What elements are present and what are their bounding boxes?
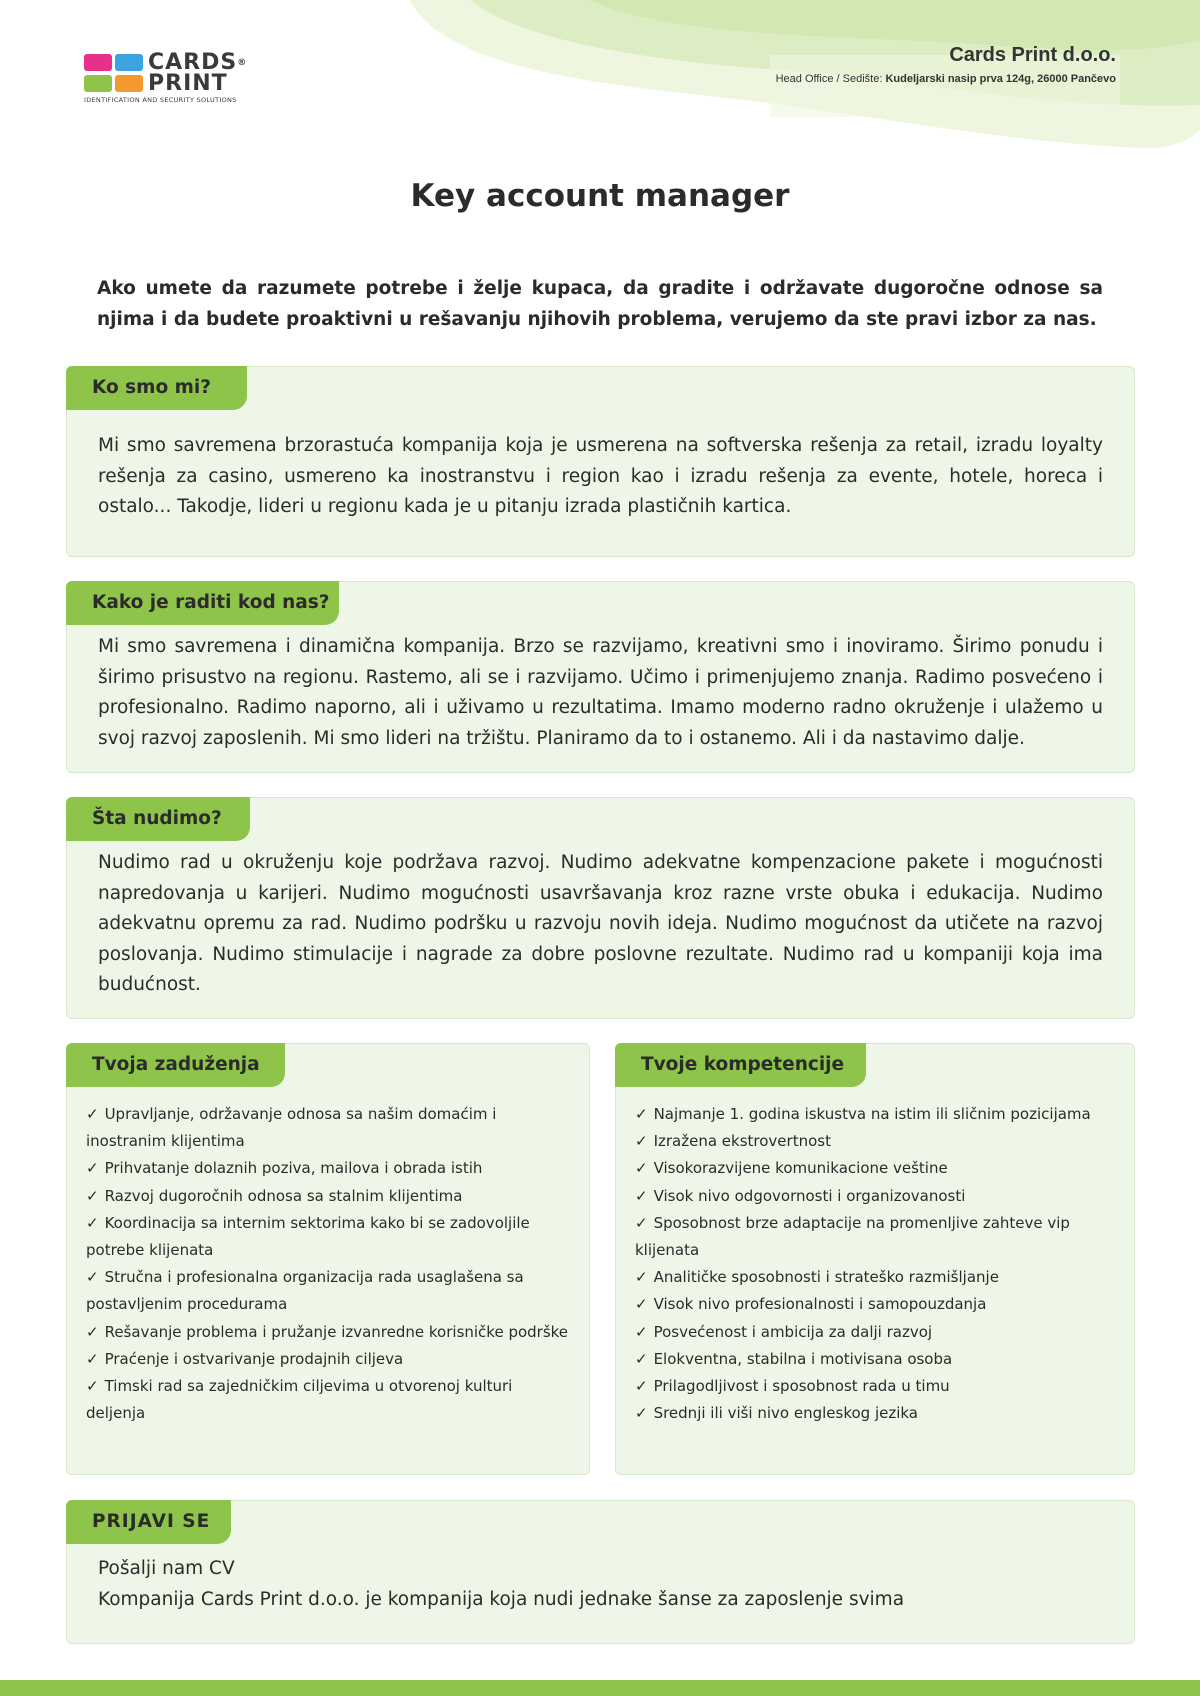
section-competencies (615, 1043, 1135, 1475)
logo-square-blue (115, 54, 143, 71)
check-icon: ✓ (635, 1132, 648, 1151)
competencies-list (635, 1101, 1120, 1427)
list-item (86, 1264, 575, 1318)
check-icon: ✓ (635, 1186, 648, 1205)
section-heading: PRIJAVI SE (66, 1500, 231, 1544)
list-item-text: Analitičke sposobnosti i strateško razmišljanje (653, 1268, 999, 1287)
check-icon: ✓ (635, 1404, 648, 1423)
check-icon: ✓ (86, 1322, 99, 1341)
address-label: Head Office / Sedište: (775, 73, 883, 85)
check-icon: ✓ (635, 1322, 648, 1341)
check-icon: ✓ (635, 1295, 648, 1314)
job-title: Key account manager (410, 178, 790, 214)
company-address (776, 73, 1116, 85)
company-info (776, 44, 1116, 85)
list-item-text: Timski rad sa zajedničkim ciljevima u otvorenoj kulturi deljenja (86, 1377, 513, 1423)
logo-square-orange (115, 75, 143, 92)
logo-tagline: IDENTIFICATION AND SECURITY SOLUTIONS (84, 96, 237, 104)
check-icon: ✓ (86, 1186, 99, 1205)
apply-cv-line: Pošalji nam CV (98, 1558, 235, 1579)
list-item-text: Visok nivo odgovornosti i organizovanosti (653, 1186, 966, 1205)
section-text: Mi smo savremena i dinamična kompanija. Brzo se razvijamo, kreativni smo i inoviramo. Širimo ponudu i širimo prisustvo na regionu. Rastemo, ali se i razvijamo. Učimo i primenjujemo znanja. Radimo posvećeno i profesionalno. Radimo naporno, ali i uživamo u rezultatima. Imamo moderno radno okruženje i ulažemo u svoj razvoj zaposlenih. Mi smo lideri na tržištu. Planiramo da to i ostanemo. Ali i da nastavimo dalje. (98, 636, 1103, 749)
check-icon: ✓ (635, 1268, 648, 1287)
list-item-text: Visokorazvijene komunikacione veštine (653, 1159, 948, 1178)
list-item (86, 1210, 575, 1264)
list-item-text: Elokventna, stabilna i motivisana osoba (653, 1349, 953, 1368)
list-item-text: Prihvatanje dolaznih poziva, mailova i obrada istih (104, 1159, 483, 1178)
address-value: Kudeljarski nasip prva 124g, 26000 Pančevo (885, 73, 1116, 85)
footer-bar (0, 1680, 1200, 1696)
duties-list (86, 1101, 575, 1427)
list-item (86, 1101, 575, 1155)
section-heading: Ko smo mi? (66, 366, 247, 410)
section-what-we-offer (66, 797, 1135, 1019)
list-item-text: Srednji ili viši nivo engleskog jezika (653, 1404, 918, 1423)
check-icon: ✓ (635, 1377, 648, 1396)
section-apply (66, 1500, 1135, 1644)
check-icon: ✓ (86, 1349, 99, 1368)
list-item (86, 1183, 575, 1210)
section-who-we-are (66, 366, 1135, 557)
company-logo (84, 52, 284, 106)
list-item-text: Najmanje 1. godina iskustva na istim ili sličnim pozicijama (653, 1105, 1091, 1123)
section-working-with-us (66, 581, 1135, 773)
check-icon: ✓ (635, 1349, 648, 1368)
list-item (635, 1210, 1120, 1264)
list-item-text: Posvećenost i ambicija za dalji razvoj (653, 1322, 933, 1341)
logo-word-print: PRINT (148, 71, 228, 96)
section-text: Nudimo rad u okruženju koje podržava razvoj. Nudimo adekvatne kompenzacione pakete i mogućnosti napredovanja u karijeri. Nudimo mogućnosti usavršavanja kroz razne vrste obuka i edukacija. Nudimo adekvatnu opremu za rad. Nudimo podršku u razvoju novih ideja. Nudimo mogućnost da utičete na razvoj poslovanja. Nudimo stimulacije i nagrade za dobre poslovne rezultate. Nudimo rad u kompaniji koja ima budućnost. (98, 852, 1103, 995)
list-item (635, 1291, 1120, 1318)
list-item (635, 1101, 1120, 1128)
list-item-text: Prilagodljivost i sposobnost rada u timu (653, 1377, 950, 1396)
check-icon: ✓ (86, 1159, 99, 1178)
list-item (635, 1346, 1120, 1373)
check-icon: ✓ (635, 1105, 648, 1123)
section-heading: Tvoja zaduženja (66, 1043, 285, 1087)
apply-text (98, 1554, 1103, 1615)
section-heading: Šta nudimo? (66, 797, 250, 841)
list-item-text: Visok nivo profesionalnosti i samopouzdanja (653, 1295, 987, 1314)
list-item-text: Koordinacija sa internim sektorima kako bi se zadovoljile potrebe klijenata (86, 1213, 530, 1260)
list-item (635, 1183, 1120, 1210)
list-item-text: Izražena ekstrovertnost (653, 1132, 831, 1151)
section-text: Mi smo savremena brzorastuća kompanija koja je usmerena na softverska rešenja za retail, izradu loyalty rešenja za casino, usmereno ka inostranstvu i region kao i izradu rešenja za evente, hotele, horeca i ostalo... Takodje, lideri u regionu kada je u pitanju izrada plastičnih kartica. (98, 435, 1103, 517)
logo-word-cards: CARDS® (148, 50, 248, 75)
list-item (86, 1346, 575, 1373)
list-item (635, 1264, 1120, 1291)
list-item (86, 1373, 575, 1427)
intro-paragraph: Ako umete da razumete potrebe i želje kupaca, da gradite i održavate dugoročne odnose sa njima i da budete proaktivni u rešavanju njihovih problema, verujemo da ste pravi izbor za nas. (97, 278, 1103, 330)
logo-square-green (84, 75, 112, 92)
check-icon: ✓ (86, 1377, 99, 1396)
check-icon: ✓ (86, 1105, 99, 1123)
check-icon: ✓ (635, 1159, 648, 1178)
list-item-text: Razvoj dugoročnih odnosa sa stalnim klijentima (104, 1186, 463, 1205)
apply-equal-opportunity-line: Kompanija Cards Print d.o.o. je kompanija koja nudi jednake šanse za zaposlenje svima (98, 1588, 905, 1610)
section-heading: Tvoje kompetencije (615, 1043, 866, 1087)
list-item (86, 1155, 575, 1182)
list-item (86, 1319, 575, 1346)
list-item (635, 1128, 1120, 1155)
list-item-text: Praćenje i ostvarivanje prodajnih ciljeva (104, 1349, 404, 1368)
list-item (635, 1319, 1120, 1346)
list-item (635, 1400, 1120, 1427)
list-item (635, 1155, 1120, 1182)
list-item-text: Stručna i profesionalna organizacija rada usaglašena sa postavljenim procedurama (86, 1268, 524, 1314)
section-heading: Kako je raditi kod nas? (66, 581, 339, 625)
check-icon: ✓ (86, 1268, 99, 1287)
list-item-text: Sposobnost brze adaptacije na promenljive zahteve vip klijenata (635, 1213, 1070, 1260)
logo-square-pink (84, 54, 112, 71)
list-item-text: Upravljanje, održavanje odnosa sa našim domaćim i inostranim klijentima (86, 1105, 497, 1151)
company-name: Cards Print d.o.o. (949, 44, 1116, 66)
list-item (635, 1373, 1120, 1400)
section-duties (66, 1043, 590, 1475)
check-icon: ✓ (86, 1213, 99, 1232)
list-item-text: Rešavanje problema i pružanje izvanredne korisničke podrške (104, 1322, 569, 1341)
check-icon: ✓ (635, 1213, 648, 1232)
